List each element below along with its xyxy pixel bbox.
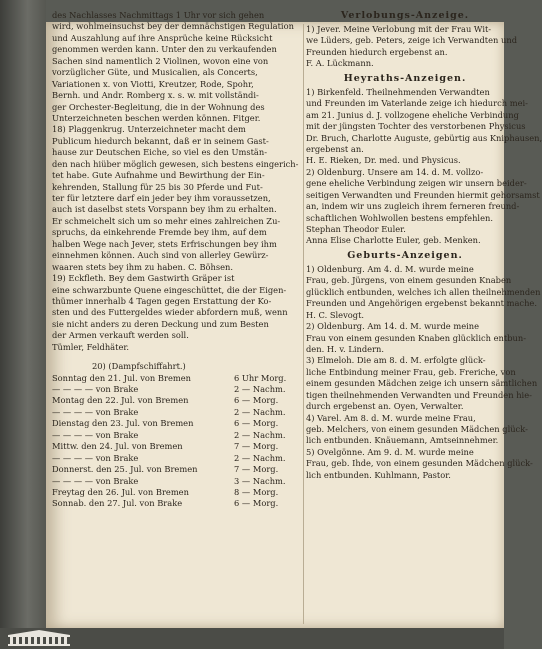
schedule-time: 6 — Morg. xyxy=(234,498,279,509)
schedule-route: Montag den 22. Jul. von Bremen xyxy=(52,395,189,406)
schedule-time: 6 — Morg. xyxy=(234,418,279,429)
text-line: Publicum hiedurch bekannt, daß er in seinem Gast- xyxy=(52,135,269,146)
text-line: 18) Plaggenkrug. Unterzeichneter macht dem xyxy=(52,124,246,135)
text-line: hause zur Deutschen Eiche, so viel es den Umstän- xyxy=(52,147,268,158)
text-line: ter für letztere darf ein jeder bey ihm voraussetzen, xyxy=(52,193,271,203)
text-line: halben Wege nach Jever, stets Erfrischungen bey ihm xyxy=(52,238,277,249)
schedule-heading: 20) (Dampfschiffahrt.) xyxy=(92,361,186,372)
schedule-time: 2 — Nachm. xyxy=(234,384,286,394)
schedule-row xyxy=(52,384,302,395)
text-line: durch ergebenst an. Oyen, Verwalter. xyxy=(306,401,464,412)
text-line: 1) Birkenfeld. Theilnehmenden Verwandten xyxy=(306,86,490,97)
schedule-row xyxy=(52,487,302,498)
schedule-row xyxy=(52,476,302,487)
text-line: geb. Melchers, von einem gesunden Mädchen glück- xyxy=(306,424,528,434)
schedule-time: 2 — Nachm. xyxy=(234,429,286,440)
schedule-route: — — — — von Brake xyxy=(52,384,139,394)
text-line: 4) Varel. Am 8. d. M. wurde meine Frau, xyxy=(306,412,476,423)
text-line: Bernh. und Andr. Romberg x. s. w. mit vollständi- xyxy=(52,90,259,101)
schedule-row xyxy=(52,430,302,441)
text-line: Freunden und Angehörigen ergebenst bekannt mache. xyxy=(306,298,537,309)
text-line: tigen theilnehmenden Verwandten und Freunden hie- xyxy=(306,389,532,400)
text-line: tet habe. Gute Aufnahme und Bewirthung der Ein- xyxy=(52,170,265,181)
text-line: Anna Elise Charlotte Euler, geb. Menken. xyxy=(306,235,481,246)
text-line: sie nicht anders zu deren Deckung und zum Besten xyxy=(52,318,269,329)
text-line: lich entbunden. Kuhlmann, Pastor. xyxy=(306,469,451,480)
text-line: ergebenst an. xyxy=(306,143,364,154)
book-spine xyxy=(0,0,46,649)
schedule-time: 2 — Nachm. xyxy=(234,452,286,463)
text-line: Frau, geb. Ihde, von einem gesunden Mädchen glück- xyxy=(306,458,533,469)
text-line: Tümler, Feldhäter. xyxy=(52,341,130,352)
text-line: Frau, geb. Jürgens, von einem gesunden Knaben xyxy=(306,275,512,286)
text-line: den nach hiüber möglich gewesen, sich bestens eingerich- xyxy=(52,158,299,169)
text-line: lich entbunden. Knäuemann, Amtseinnehmer. xyxy=(306,435,499,446)
text-line: waaren stets bey ihm zu haben. C. Böhsen. xyxy=(52,261,234,272)
schedule-row xyxy=(52,418,302,429)
column-divider xyxy=(303,24,304,624)
text-line: einnehmen können. Auch sind von allerley Gewürz- xyxy=(52,250,269,261)
text-line: we Lüders, geb. Peters, zeige ich Verwandten und xyxy=(306,35,517,46)
text-line: und Freunden im Vaterlande zeige ich hiedurch mei- xyxy=(306,98,528,109)
text-line: mit der jüngsten Tochter des verstorbenen Physicus xyxy=(306,121,526,132)
text-line: Freunden hiedurch ergebenst an. xyxy=(306,46,448,57)
text-line: Frau von einem gesunden Knaben glücklich entbun- xyxy=(306,332,527,343)
text-line: 2) Oldenburg. Unsere am 14. d. M. vollzo- xyxy=(306,166,484,177)
text-line: 19) Eckfleth. Bey dem Gastwirth Gräper ist xyxy=(52,273,235,284)
text-line: einem gesunden Mädchen zeige ich unsern sämtlichen xyxy=(306,378,538,389)
viewer-footer xyxy=(0,628,504,649)
text-line: des Nachlasses Nachmittags 1 Uhr vor sich gehen xyxy=(52,10,265,20)
text-line: seitigen Verwandten und Freunden hiermit gehorsamst xyxy=(306,189,540,200)
text-line: auch ist daselbst stets Vorspann bey ihm zu erhalten. xyxy=(52,204,277,215)
schedule-route: — — — — von Brake xyxy=(52,452,139,463)
schedule-row xyxy=(52,464,302,475)
schedule-route: — — — — von Brake xyxy=(52,429,139,440)
schedule-route: Freytag den 26. Jul. von Bremen xyxy=(52,486,189,497)
schedule-time: 8 — Morg. xyxy=(234,486,279,497)
text-line: genommen werden kann. Unter den zu verkaufenden xyxy=(52,44,277,55)
schedule-time: 6 Uhr Morg. xyxy=(234,372,287,383)
section-heading: Geburts-Anzeigen. xyxy=(347,249,463,261)
text-line: sten und des Futtergeldes wieder abfordern muß, wenn xyxy=(52,307,288,318)
text-line: 3) Elmeloh. Die am 8. d. M. erfolgte glück- xyxy=(306,355,486,366)
text-line: wird, wohlmeinsuchst bey der demnächstigen Regulation xyxy=(52,21,294,32)
text-line: und Auszahlung auf ihre Ansprüche keine Rücksicht xyxy=(52,32,273,43)
text-line: gene eheliche Verbindung zeigen wir unsern beider- xyxy=(306,178,527,189)
schedule-route: Donnerst. den 25. Jul. von Bremen xyxy=(52,464,198,475)
left-column xyxy=(52,10,302,510)
text-line: der Armen verkauft werden soll. xyxy=(52,330,189,341)
text-line: kehrenden, Stallung für 25 bis 30 Pferde und Fut- xyxy=(52,181,263,192)
text-line: liche Entbindung meiner Frau, geb. Freriche, von xyxy=(306,366,516,377)
text-line: H. E. Rieken, Dr. med. und Physicus. xyxy=(306,155,461,166)
text-line: 5) Ovelgönne. Am 9. d. M. wurde meine xyxy=(306,446,474,457)
schedule-row xyxy=(52,407,302,418)
schedule-row xyxy=(52,453,302,464)
text-line: 1) Oldenburg. Am 4. d. M. wurde meine xyxy=(306,263,474,274)
text-line: thümer innerhalb 4 Tagen gegen Erstattung der Ko- xyxy=(52,295,272,306)
schedule-row xyxy=(52,441,302,452)
schedule-time: 2 — Nachm. xyxy=(234,406,286,417)
text-line: spruchs, da einkehrende Fremde bey ihm, auf dem xyxy=(52,227,267,238)
schedule-time: 7 — Morg. xyxy=(234,464,279,475)
text-line: F. A. Lückmann. xyxy=(306,58,374,69)
text-line: Dr. Bruch, Charlotte Auguste, gebürtig aus Kniphausen, xyxy=(306,132,542,143)
text-line: an, indem wir uns zugleich ihrem ferneren freund- xyxy=(306,201,520,212)
text-line: am 21. Junius d. J. vollzogene eheliche Verbindung xyxy=(306,109,519,120)
text-line: den. H. v. Lindern. xyxy=(306,343,385,354)
text-line: Er schmeichelt sich um so mehr eines zahlreichen Zu- xyxy=(52,215,281,226)
library-logo-icon xyxy=(6,629,72,647)
schedule-time: 7 — Morg. xyxy=(234,441,279,452)
section-heading: Verlobungs-Anzeige. xyxy=(340,10,470,21)
schedule-time: 3 — Nachm. xyxy=(234,475,286,486)
text-line: eine schwarzbunte Quene eingeschüttet, die der Eigen- xyxy=(52,284,287,295)
schedule-route: — — — — von Brake xyxy=(52,406,139,417)
schedule-route: Sonntag den 21. Jul. von Bremen xyxy=(52,372,191,383)
schedule-route: Mittw. den 24. Jul. von Bremen xyxy=(52,441,183,452)
text-line: glücklich entbunden, welches ich allen theilnehmenden xyxy=(306,286,541,297)
text-line: ger Orchester-Begleitung, die in der Wohnung des xyxy=(52,101,265,112)
text-line: schaftlichen Wohlwollen bestens empfehlen. xyxy=(306,212,493,223)
text-line: H. C. Slevogt. xyxy=(306,309,365,320)
schedule-time: 6 — Morg. xyxy=(234,395,279,406)
text-line: Variationen x. von Viotti, Kreutzer, Rode, Spohr, xyxy=(52,78,254,89)
schedule-route: Dienstag den 23. Jul. von Bremen xyxy=(52,418,194,429)
text-line: 1) Jever. Meine Verlobung mit der Frau Wit- xyxy=(306,24,492,34)
schedule-row xyxy=(52,373,302,384)
right-column xyxy=(306,10,542,481)
text-line: vorzüglicher Güte, und Musicalien, als Concerts, xyxy=(52,67,258,78)
schedule-route: Sonnab. den 27. Jul. von Brake xyxy=(52,498,183,509)
schedule-row xyxy=(52,395,302,406)
text-line: Unterzeichneten beschen werden können. Fitger. xyxy=(52,112,261,123)
text-line: 2) Oldenburg. Am 14. d. M. wurde meine xyxy=(306,321,480,332)
schedule-row xyxy=(52,498,302,509)
text-line: Sachen sind namentlich 2 Violinen, wovon eine von xyxy=(52,55,269,66)
text-line: Stephan Theodor Euler. xyxy=(306,224,406,234)
schedule-route: — — — — von Brake xyxy=(52,475,139,486)
section-heading: Heyraths-Anzeigen. xyxy=(343,72,467,84)
